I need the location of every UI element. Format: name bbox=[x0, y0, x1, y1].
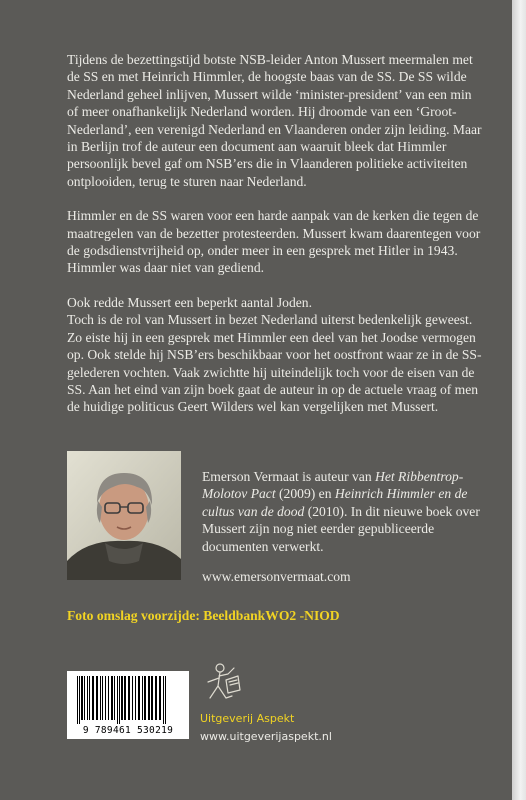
bio-text-2: (2009) en bbox=[275, 486, 335, 502]
barcode-bar bbox=[111, 676, 113, 720]
photo-credit: Foto omslag voorzijde: BeeldbankWO2 -NIOD bbox=[67, 608, 340, 623]
barcode-bar bbox=[100, 676, 101, 720]
barcode-bar bbox=[165, 676, 166, 724]
bio-book-title-1: Het Ribbentrop-Molotov Pact bbox=[202, 469, 464, 502]
bio-text-3: (2010). In dit nieuwe boek over Mussert zijn nog niet eerder gepubliceerde documenten verwerkt. bbox=[202, 503, 480, 554]
barcode-bar bbox=[84, 676, 85, 720]
bio-text-1: Emerson Vermaat is auteur van bbox=[202, 469, 376, 484]
blurb-paragraph-1: Tijdens de bezettingstijd botste NSB-leider Anton Mussert meermalen met de SS en met Heinrich Himmler, de hoogste baas van de SS. De SS wilde Nederland geheel inlijven, Mussert wilde ‘minister-president’ van een min of meer onafhankelijk Nederland worden. Hij droomde van een ‘Groot-Nederland’, een verenigd Nederland en Vlaanderen onder zijn leiding. Maar in Berlijn trof de auteur een document aan waaruit bleek dat Himmler persoonlijk bevel gaf om NSB’ers die in Vlaanderen politieke activiteiten ontplooiden, terug te sturen naar Nederland. bbox=[67, 52, 482, 189]
barcode-bar bbox=[114, 676, 115, 720]
barcode-bar bbox=[121, 676, 123, 720]
blurb-paragraph-4: Toch is de rol van Mussert in bezet Nederland uiterst bedenkelijk geweest. Zo eiste hij in een gesprek met Himmler een deel van het Joodse vermogen op. Ook stelde hij NSB’ers beschikbaar voor het oostfront waar ze in de SS-gelederen vochten. Vaak zwichtte hij uiteindelijk toch voor de eisen van de SS. Aan het eind van zijn boek gaat de auteur in op de actuele vraag of men de huidige politicus Geert Wilders wel kan vergelijken met Mussert. bbox=[67, 312, 482, 415]
barcode-bar bbox=[144, 676, 146, 720]
isbn-barcode bbox=[67, 671, 189, 739]
barcode-bar bbox=[119, 676, 120, 724]
barcode-bar bbox=[81, 676, 83, 720]
page-edge bbox=[512, 0, 526, 800]
barcode-bar bbox=[132, 676, 133, 720]
barcode-bars bbox=[75, 676, 181, 724]
barcode-bar bbox=[92, 676, 94, 720]
barcode-bar bbox=[151, 676, 153, 720]
barcode-bar bbox=[135, 676, 136, 720]
bio-book-title-2: Heinrich Himmler en de cultus van de dood bbox=[202, 486, 468, 519]
publisher-figure-icon bbox=[200, 660, 246, 706]
author-portrait-icon bbox=[67, 451, 181, 580]
barcode-bar bbox=[128, 676, 130, 720]
barcode-bar bbox=[77, 676, 78, 724]
barcode-bar bbox=[148, 676, 150, 720]
barcode-bar bbox=[105, 676, 106, 720]
author-photo bbox=[67, 451, 181, 580]
barcode-bar bbox=[108, 676, 109, 720]
barcode-bar bbox=[89, 676, 90, 720]
publisher-url: www.uitgeverijaspekt.nl bbox=[200, 730, 332, 743]
barcode-bar bbox=[138, 676, 140, 720]
barcode-digits: 9 789461 530219 bbox=[82, 725, 174, 736]
barcode-bar bbox=[159, 676, 161, 720]
publisher-logo bbox=[200, 660, 246, 710]
barcode-bar bbox=[124, 676, 126, 720]
barcode-bar bbox=[142, 676, 143, 720]
barcode-bar bbox=[155, 676, 157, 720]
blurb-paragraph-2: Himmler en de SS waren voor een harde aanpak van de kerken die tegen de maatregelen van de bezetter protesteerden. Mussert kwam daarentegen voor de godsdienstvrijheid op, onder meer in een gesprek met Hitler in 1943. Himmler was daar niet van gediend. bbox=[67, 208, 481, 276]
blurb-paragraph-3: Ook redde Mussert een beperkt aantal Joden. bbox=[67, 294, 312, 310]
barcode-bar bbox=[163, 676, 164, 724]
publisher-name: Uitgeverij Aspekt bbox=[200, 712, 295, 725]
barcode-bar bbox=[102, 676, 103, 720]
barcode-bar bbox=[96, 676, 98, 720]
blurb-text bbox=[67, 51, 482, 433]
barcode-bar bbox=[87, 676, 88, 720]
author-website: www.emersonvermaat.com bbox=[202, 569, 351, 584]
barcode-bar bbox=[117, 676, 118, 724]
author-bio bbox=[202, 468, 482, 555]
barcode-bar bbox=[79, 676, 80, 724]
